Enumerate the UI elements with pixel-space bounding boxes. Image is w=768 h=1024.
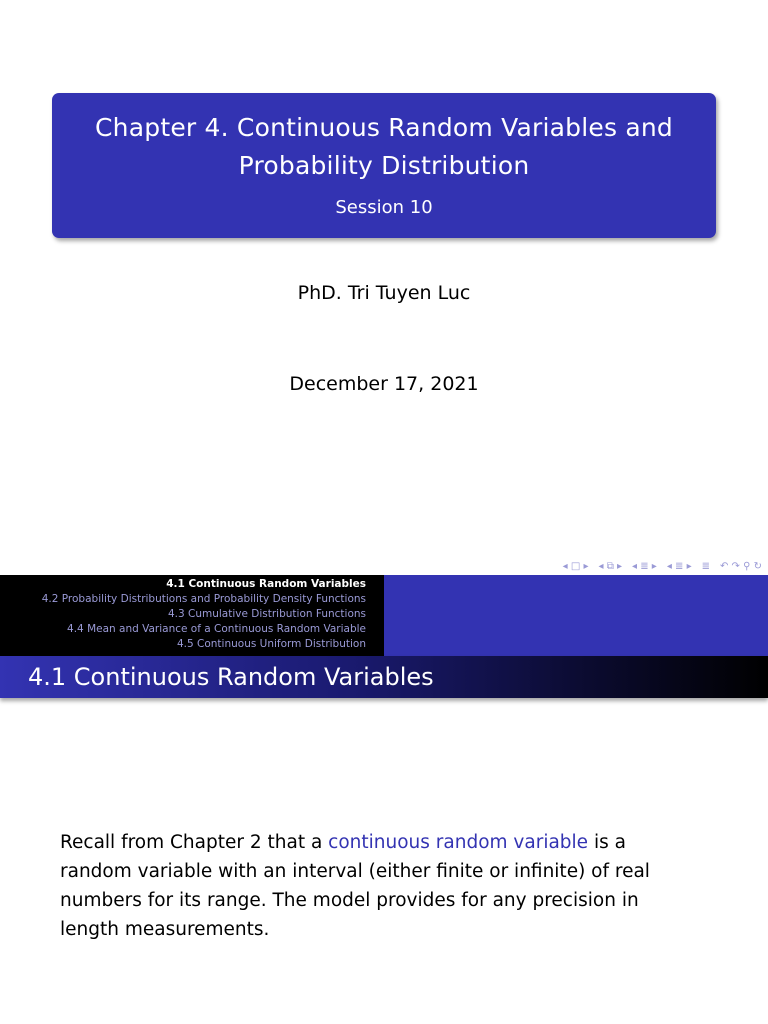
nav-subsection-icon[interactable]: ◂ ⧉ ▸ (598, 561, 623, 572)
nav-appendix-icon[interactable]: ≣ (701, 561, 710, 572)
session-subtitle: Session 10 (335, 197, 433, 218)
beamer-navigation-bar (563, 560, 762, 574)
nav-section-icon[interactable]: ◂ ≣ ▸ (632, 561, 657, 572)
nav-document-icon[interactable]: ◂ ≣ ▸ (666, 561, 692, 572)
headline-right-panel (384, 575, 768, 656)
title-block (52, 93, 716, 238)
presentation-title (52, 109, 716, 185)
section-toc (0, 575, 384, 656)
nav-search-icon[interactable]: ↶ ↷ ⚲ ↻ (720, 561, 762, 572)
presentation-date: December 17, 2021 (289, 373, 479, 395)
frame-title: 4.1 Continuous Random Variables (28, 663, 434, 691)
toc-item-4-4[interactable]: 4.4 Mean and Variance of a Continuous Random Variable (67, 623, 366, 635)
highlighted-term: continuous random variable (328, 832, 589, 853)
body-text-before: Recall from Chapter 2 that a (60, 832, 329, 853)
headline-bar (0, 575, 768, 656)
title-line-2: Probability Distribution (238, 151, 530, 180)
toc-item-4-3[interactable]: 4.3 Cumulative Distribution Functions (167, 608, 366, 620)
toc-item-4-5[interactable]: 4.5 Continuous Uniform Distribution (176, 638, 366, 650)
title-line-1: Chapter 4. Continuous Random Variables and (95, 113, 673, 142)
nav-frame-icon[interactable]: ◂ □ ▸ (562, 561, 589, 572)
toc-item-4-2[interactable]: 4.2 Probability Distributions and Probability Density Functions (41, 593, 366, 605)
frame-title-bar (0, 656, 768, 698)
toc-item-4-1[interactable]: 4.1 Continuous Random Variables (166, 578, 366, 590)
body-text-after: is a random variable with an interval (either finite or infinite) of real numbers for its range. The model provides for any precision in length measurements. (60, 832, 650, 940)
author-name: PhD. Tri Tuyen Luc (297, 282, 471, 304)
body-paragraph (60, 828, 700, 944)
section-slide (0, 575, 768, 1024)
